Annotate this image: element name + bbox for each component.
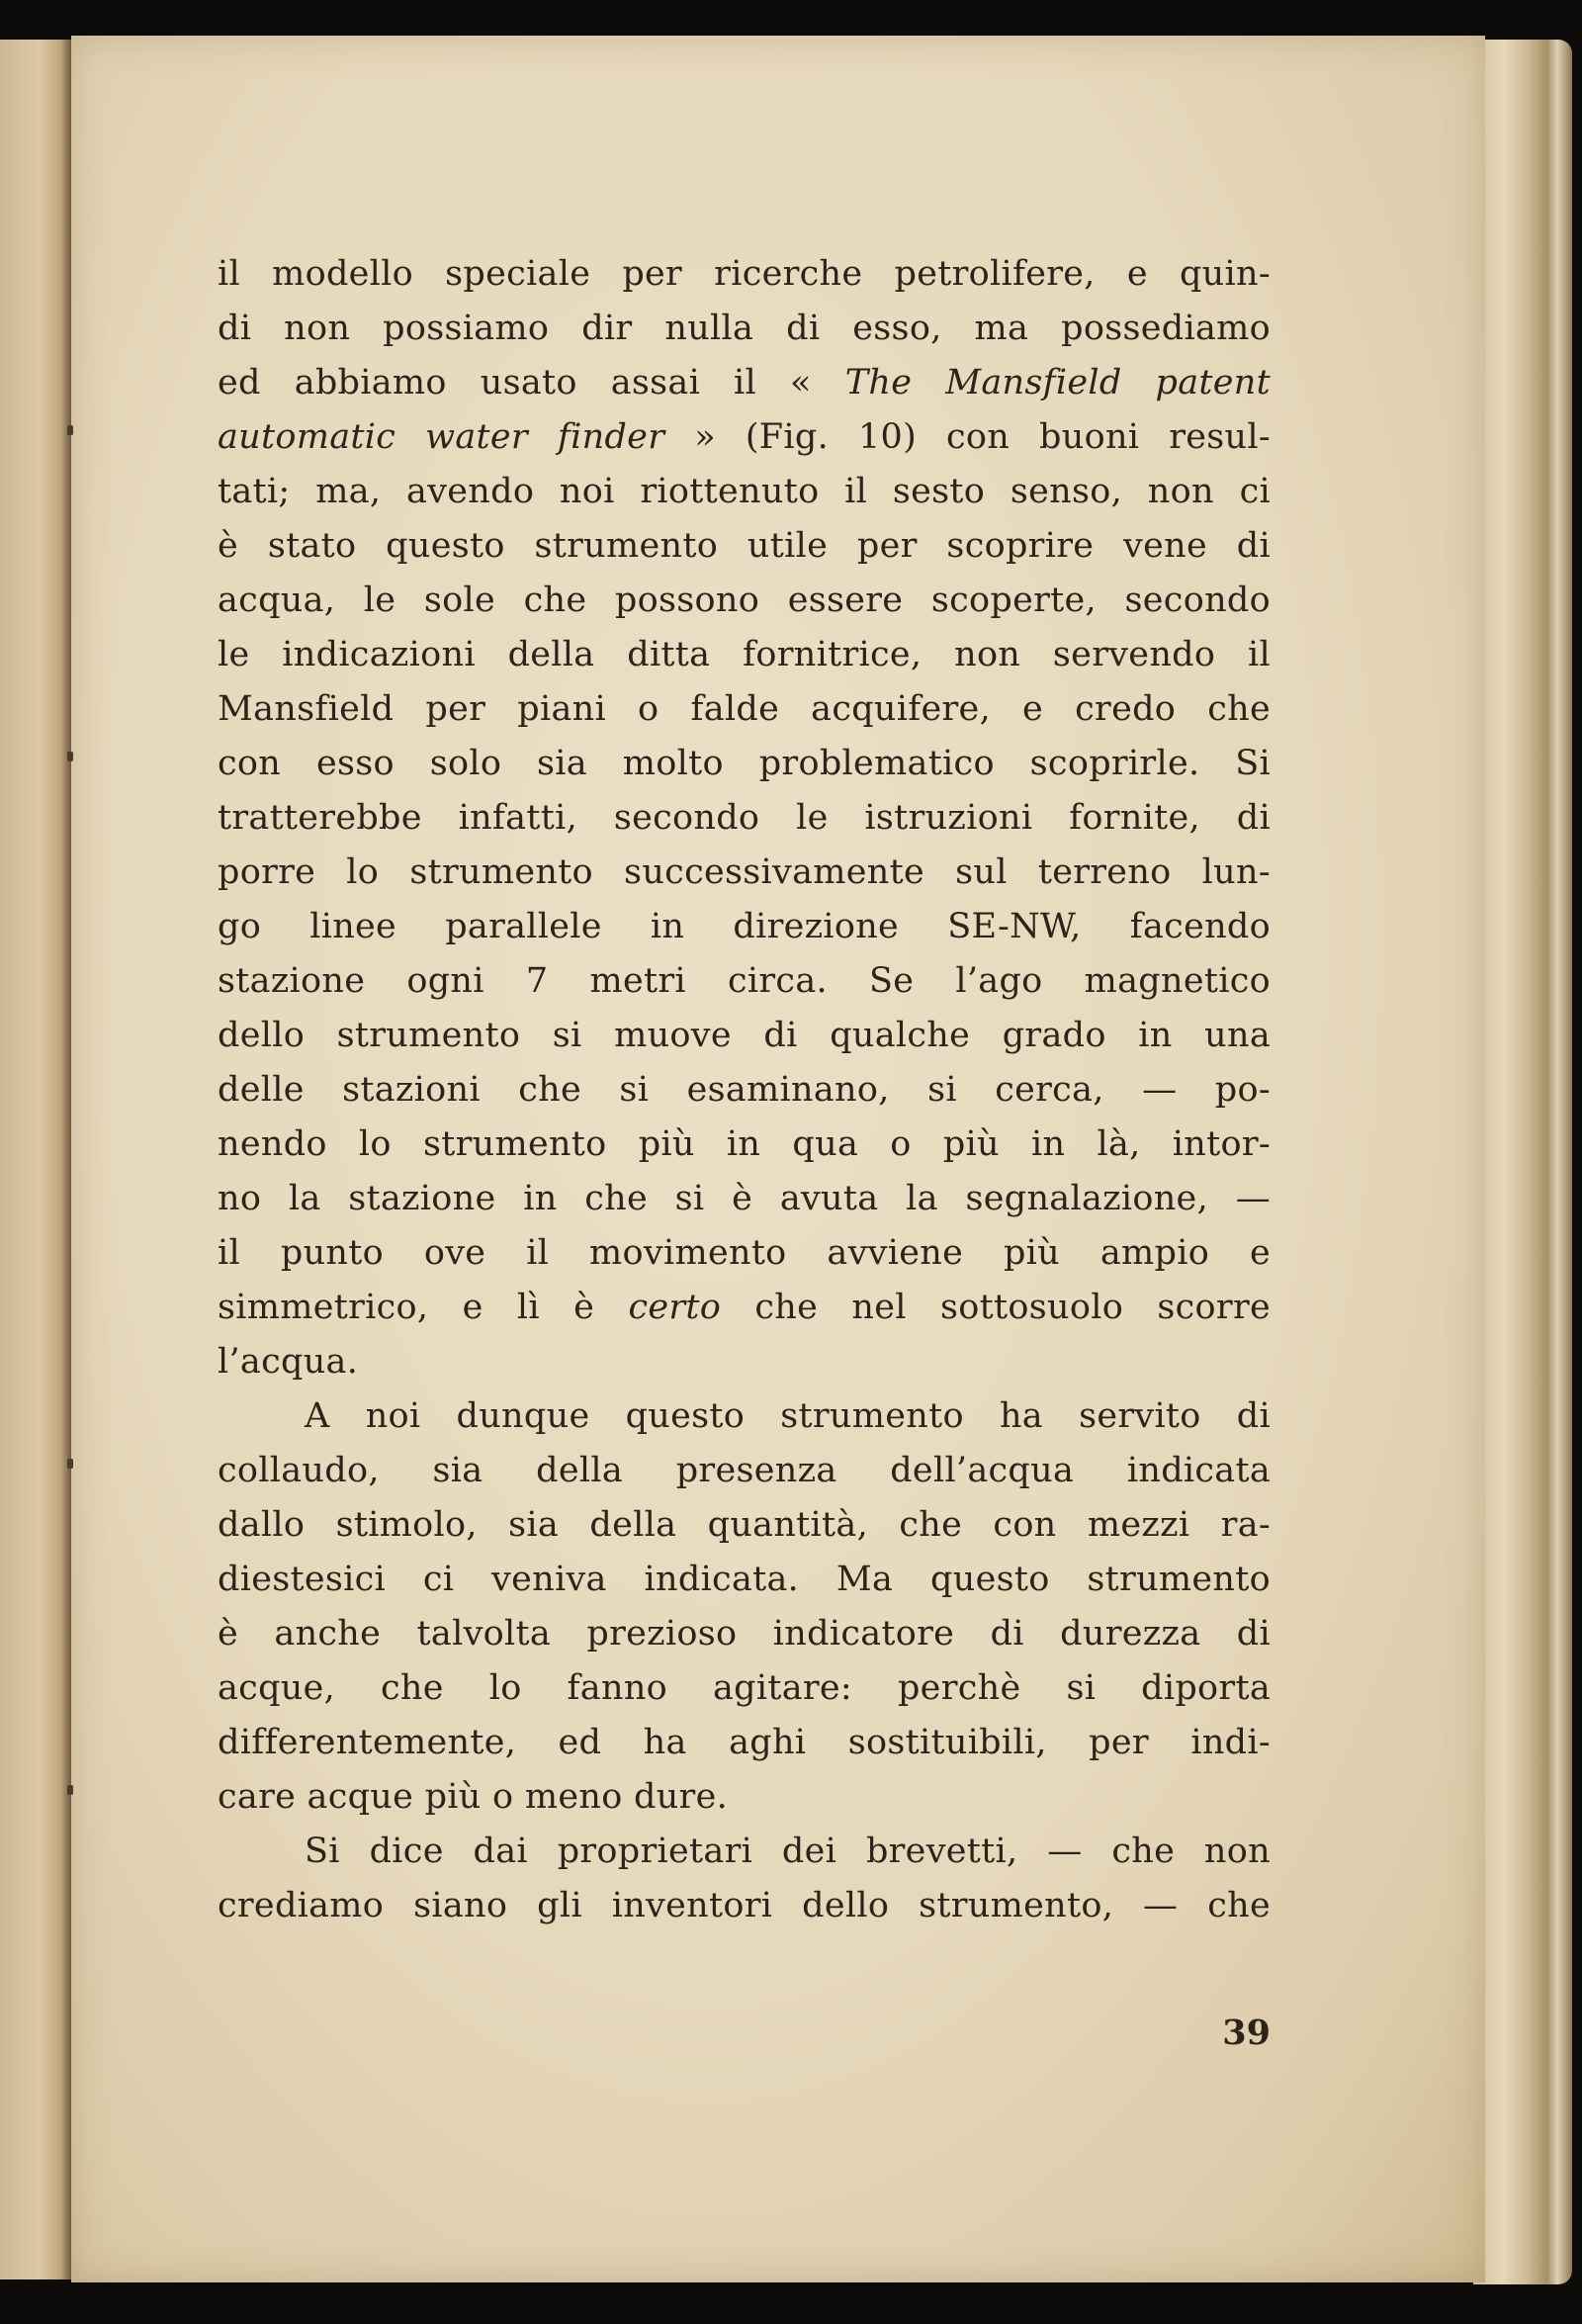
text-line: differentemente, ed ha aghi sostituibili, per indi-: [218, 1723, 1271, 1762]
facing-page-edge: [0, 40, 73, 2279]
text-line: diestesici ci veniva indicata. Ma questo strumento: [218, 1560, 1271, 1599]
text-line: tratterebbe infatti, secondo le istruzioni fornite, di: [218, 798, 1271, 838]
text-line: il modello speciale per ricerche petrolifere, e quin-: [218, 254, 1271, 294]
text-line: con esso solo sia molto problematico scoprirle. Si: [218, 744, 1271, 783]
text-line: tati; ma, avendo noi riottenuto il sesto senso, non ci: [218, 472, 1271, 511]
text-line: A noi dunque questo strumento ha servito di: [305, 1396, 1271, 1436]
text-line: go linee parallele in direzione SE-NW, facendo: [218, 907, 1271, 946]
text-line: acque, che lo fanno agitare: perchè si diporta: [218, 1668, 1271, 1708]
text-line: stazione ogni 7 metri circa. Se l’ago magnetico: [218, 961, 1271, 1001]
text-line: Si dice dai proprietari dei brevetti, — che non: [305, 1832, 1271, 1871]
text-line: care acque più o meno dure.: [218, 1777, 729, 1817]
italic-word: certo: [628, 1288, 722, 1327]
page-number: 39: [1222, 2012, 1271, 2053]
text-line: nendo lo strumento più in qua o più in là, intor-: [218, 1124, 1271, 1164]
text-line: collaudo, sia della presenza dell’acqua indicata: [218, 1451, 1271, 1490]
text-line: crediamo siano gli inventori dello strumento, — che: [218, 1886, 1271, 1925]
text-line: porre lo strumento successivamente sul terreno lun-: [218, 852, 1271, 892]
text-line: delle stazioni che si esaminano, si cerca, — po-: [218, 1070, 1271, 1110]
text-line: no la stazione in che si è avuta la segnalazione, —: [218, 1179, 1271, 1218]
page-stack-edge: [1473, 40, 1572, 2284]
text-line: è stato questo strumento utile per scoprire vene di: [218, 526, 1271, 566]
text-line: Mansfield per piani o falde acquifere, e credo che: [218, 689, 1271, 729]
text-line: è anche talvolta prezioso indicatore di durezza di: [218, 1614, 1271, 1654]
body-text: [218, 247, 1271, 1933]
text-line: acqua, le sole che possono essere scoperte, secondo: [218, 581, 1271, 620]
text-line: di non possiamo dir nulla di esso, ma possediamo: [218, 309, 1271, 348]
text-line: il punto ove il movimento avviene più ampio e: [218, 1233, 1271, 1273]
text-line: simmetrico, e lì è certo che nel sottosuolo scorre: [218, 1288, 1271, 1327]
italic-title: automatic water finder: [218, 417, 665, 457]
text-line: le indicazioni della ditta fornitrice, non servendo il: [218, 635, 1271, 674]
text-line: dello strumento si muove di qualche grado in una: [218, 1016, 1271, 1055]
italic-title: The Mansfield patent: [844, 363, 1271, 402]
text-line: automatic water finder » (Fig. 10) con buoni resul-: [218, 417, 1272, 457]
text-line: ed abbiamo usato assai il « The Mansfield patent: [218, 363, 1271, 402]
binding-stitches: [67, 0, 75, 2324]
text-line: l’acqua.: [218, 1342, 359, 1382]
text-line: dallo stimolo, sia della quantità, che con mezzi ra-: [218, 1505, 1271, 1545]
